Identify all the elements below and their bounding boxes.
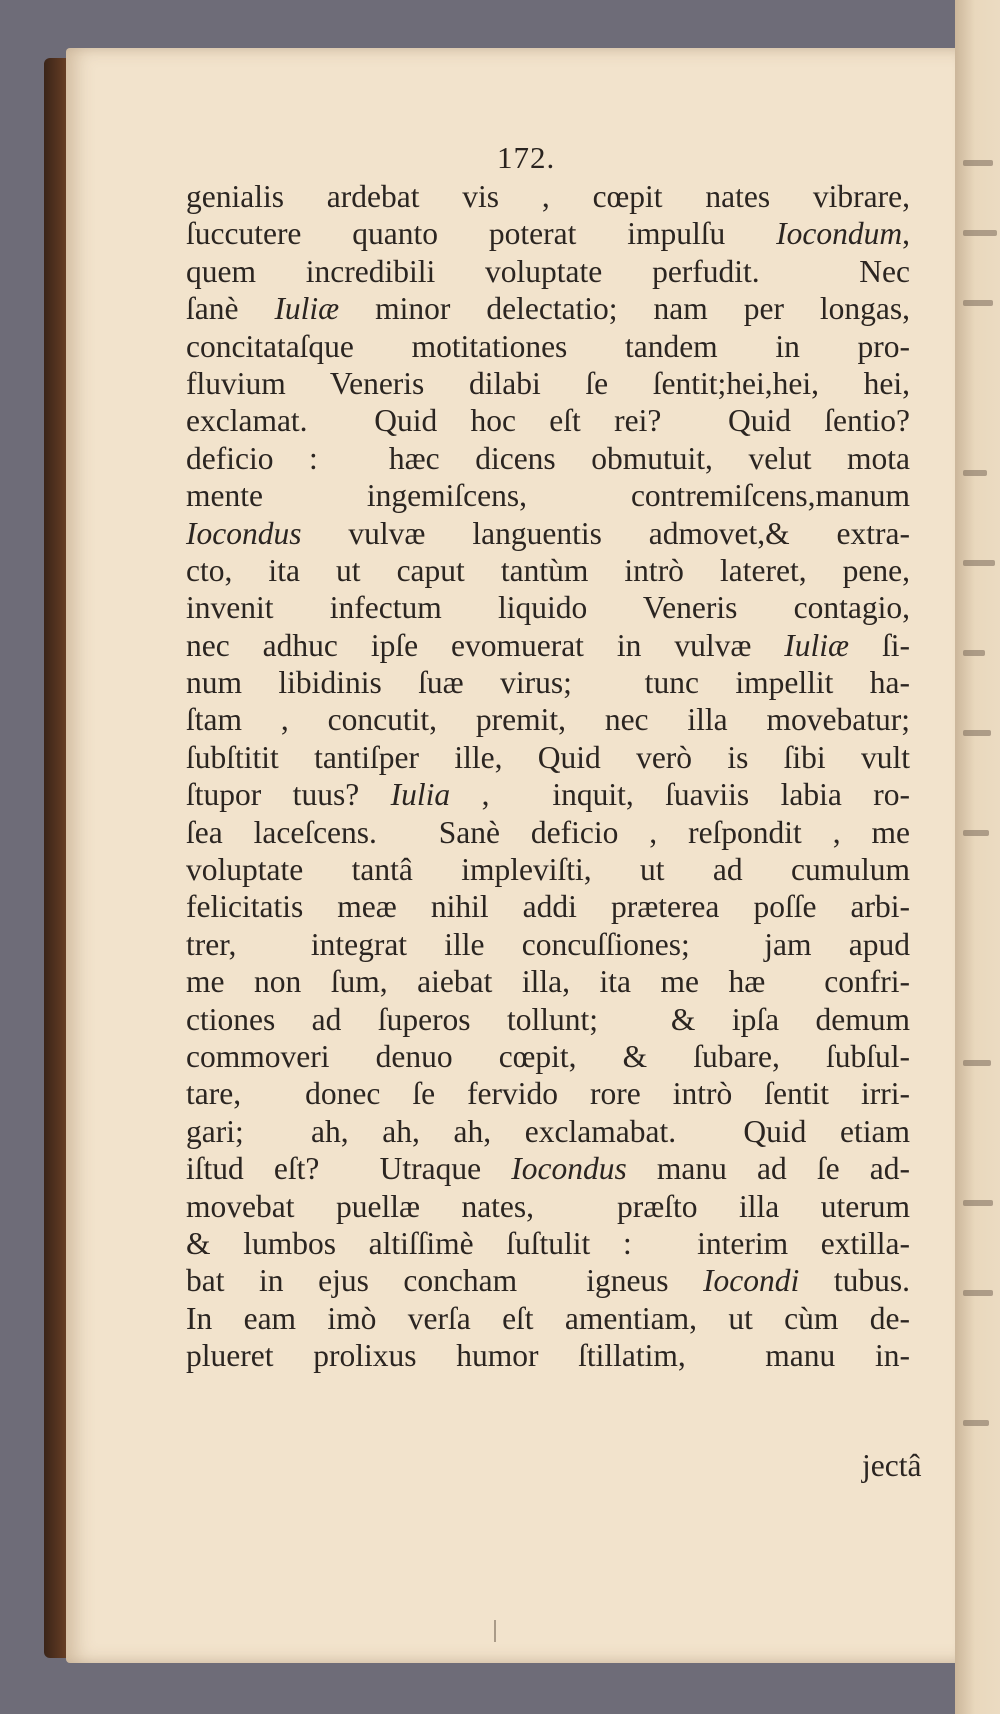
- text-segment: fluvium Veneris dilabi ſe ſentit;hei,hei, hei,: [186, 365, 910, 401]
- text-segment: exclamat. Quid hoc eſt rei? Quid ſentio?: [186, 403, 910, 439]
- text-segment: trer, integrat ille concuſſiones; jam apud: [186, 926, 910, 962]
- text-line: [186, 1113, 910, 1150]
- text-line: [186, 1300, 910, 1337]
- text-segment: minor delectatio; nam per longas,: [339, 291, 911, 327]
- text-line: [186, 1188, 910, 1225]
- marginalia-fragment: [963, 560, 995, 566]
- text-line: [186, 814, 910, 851]
- text-segment: me non ſum, aiebat illa, ita me hæ confri-: [186, 964, 910, 1000]
- text-segment: concitataſque motitationes tandem in pro-: [186, 328, 910, 364]
- text-segment: tubus.: [799, 1263, 910, 1299]
- text-segment: deficio : hæc dicens obmutuit, velut mota: [186, 440, 910, 476]
- text-line: [186, 290, 910, 327]
- text-segment: ſtam , concutit, premit, nec illa movebatur;: [186, 702, 910, 738]
- text-line: [186, 1225, 910, 1262]
- text-line: [186, 627, 910, 664]
- text-segment: movebat puellæ nates, præſto illa uterum: [186, 1188, 910, 1224]
- text-line: [186, 701, 910, 738]
- text-line: [186, 328, 910, 365]
- italic-name: Iocondus: [511, 1151, 627, 1187]
- text-line: [186, 589, 910, 626]
- marginalia-fragment: [963, 650, 985, 656]
- page-number: 172.: [497, 140, 556, 175]
- marginalia-fragment: [963, 730, 991, 736]
- text-line: [186, 776, 910, 813]
- text-line: [186, 1262, 910, 1299]
- marginalia-fragment: [963, 470, 987, 476]
- italic-name: Iocondus: [186, 515, 302, 551]
- text-line: [186, 1001, 910, 1038]
- body-text: [186, 178, 910, 1375]
- text-line: [186, 215, 910, 252]
- text-line: [186, 402, 910, 439]
- text-line: [186, 963, 910, 1000]
- text-segment: ſtupor tuus?: [186, 777, 391, 813]
- italic-name: Iocondi: [703, 1263, 800, 1299]
- text-segment: ſuccutere quanto poterat impulſu: [186, 216, 777, 252]
- italic-name: Iulia: [390, 777, 451, 813]
- text-line: [186, 515, 910, 552]
- marginalia-fragment: [963, 1420, 989, 1426]
- marginalia-fragment: [963, 830, 989, 836]
- text-segment: num libidinis ſuæ virus; tunc impellit ha-: [186, 665, 910, 701]
- text-segment: vulvæ languentis admovet,& extra-: [301, 515, 910, 551]
- text-segment: iſtud eſt? Utraque: [186, 1151, 512, 1187]
- marginalia-fragment: [963, 1200, 993, 1206]
- text-segment: felicitatis meæ nihil addi præterea poſſe arbi-: [186, 889, 910, 925]
- text-line: [186, 888, 910, 925]
- text-segment: , inquit, ſuaviis labia ro-: [450, 777, 910, 813]
- text-segment: mente ingemiſcens, contremiſcens,manum: [186, 478, 910, 514]
- text-segment: quem incredibili voluptate perfudit. Nec: [186, 253, 910, 289]
- ink-mark: [494, 1620, 496, 1642]
- text-line: [186, 664, 910, 701]
- text-segment: invenit infectum liquido Veneris contagio,: [186, 590, 910, 626]
- text-segment: ſanè: [186, 291, 275, 327]
- text-segment: ,: [902, 216, 910, 252]
- text-segment: & lumbos altiſſimè ſuſtulit : interim extilla-: [186, 1225, 910, 1261]
- marginalia-fragment: [963, 230, 997, 236]
- text-line: [186, 440, 910, 477]
- text-line: [186, 477, 910, 514]
- text-segment: bat in ejus concham igneus: [186, 1263, 704, 1299]
- italic-name: Iuliæ: [274, 291, 340, 327]
- text-line: [186, 1038, 910, 1075]
- text-segment: genialis ardebat vis , cœpit nates vibrare,: [186, 179, 910, 214]
- text-segment: gari; ah, ah, ah, exclamabat. Quid etiam: [186, 1113, 910, 1149]
- marginalia-fragment: [963, 160, 993, 166]
- text-line: [186, 365, 910, 402]
- text-line: [186, 1150, 910, 1187]
- text-segment: voluptate tantâ impleviſti, ut ad cumulum: [186, 852, 910, 888]
- marginalia-fragment: [963, 1060, 991, 1066]
- text-segment: nec adhuc ipſe evomuerat in vulvæ: [186, 627, 785, 663]
- text-segment: ſi-: [849, 627, 910, 663]
- text-line: [186, 1075, 910, 1112]
- marginalia-fragment: [963, 300, 993, 306]
- text-line: [186, 1337, 910, 1374]
- italic-name: Iocondum: [776, 216, 903, 252]
- text-segment: ſea laceſcens. Sanè deficio , reſpondit , me: [186, 814, 910, 850]
- text-segment: commoveri denuo cœpit, & ſubare, ſubſul-: [186, 1038, 910, 1074]
- text-segment: cto, ita ut caput tantùm intrò lateret, pene,: [186, 552, 910, 588]
- text-line: [186, 926, 910, 963]
- text-segment: In eam imò verſa eſt amentiam, ut cùm de-: [186, 1300, 910, 1336]
- text-segment: ctiones ad ſuperos tollunt; & ipſa demum: [186, 1001, 910, 1037]
- catchword: jectâ: [862, 1448, 922, 1483]
- italic-name: Iuliæ: [784, 627, 850, 663]
- facing-page-edge: [955, 0, 1000, 1714]
- text-segment: plueret prolixus humor ſtillatim, manu in-: [186, 1338, 910, 1374]
- text-line: [186, 851, 910, 888]
- text-line: [186, 739, 910, 776]
- text-segment: manu ad ſe ad-: [626, 1151, 910, 1187]
- text-line: [186, 178, 910, 215]
- text-segment: tare, donec ſe fervido rore intrò ſentit irri-: [186, 1076, 910, 1112]
- text-line: [186, 253, 910, 290]
- text-line: [186, 552, 910, 589]
- marginalia-fragment: [963, 1290, 993, 1296]
- text-segment: ſubſtitit tantiſper ille, Quid verò is ſibi vult: [186, 739, 910, 775]
